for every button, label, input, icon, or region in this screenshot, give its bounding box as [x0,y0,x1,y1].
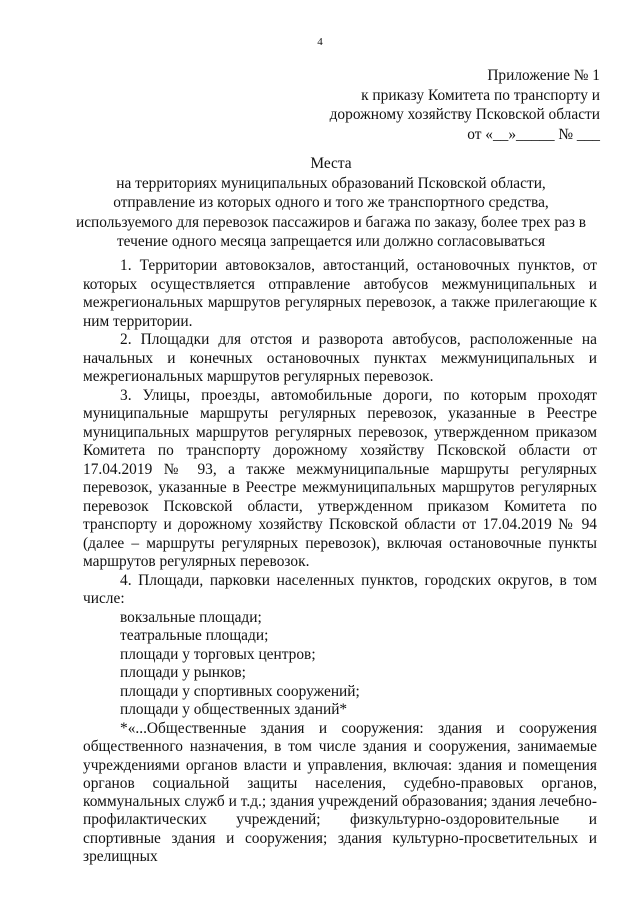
document-title [60,154,602,252]
appendix-date-line: от «__»_____ № ___ [467,125,600,143]
list-item: площади у спортивных сооружений; [120,682,360,700]
title-line: отправление из которых одного и того же транспортного средства, [113,194,549,211]
paragraph-4: 4. Площади, парковки населенных пунктов, городских округов, в том числе: [83,571,597,607]
appendix-header [330,66,600,144]
list-item: площади у рынков; [120,664,246,681]
list-item: площади у общественных зданий* [120,701,348,718]
appendix-line: к приказу Комитета по транспорту и [361,86,600,104]
document-body [83,257,597,720]
list-item: площади у торговых центров; [120,645,316,663]
paragraph-1: 1. Территории автовокзалов, автостанций, остановочных пунктов, от которых осуществляется отправление автобусов межмуниципальных и межрегиональных маршрутов регулярных перевозок, а также прилегающие к ним территории. [83,257,597,330]
appendix-line: дорожному хозяйству Псковской области [329,106,600,123]
title-line: течение одного месяца запрещается или должно согласовываться [116,233,546,250]
list-item: театральные площади; [120,627,269,644]
list-item: вокзальные площади; [120,608,262,626]
page-number: 4 [317,36,323,48]
title-line: на территориях муниципальных образований Псковской области, [116,174,546,192]
paragraph-2: 2. Площадки для отстоя и разворота автобусов, расположенные на начальных и конечных остановочных пунктах межмуниципальных и межрегиональных маршрутов регулярных перевозок. [83,331,597,385]
appendix-title: Приложение № 1 [487,67,600,84]
title-heading: Места [310,155,352,172]
title-line: используемого для перевозок пассажиров и багажа по заказу, более трех раз в [75,213,587,231]
paragraph-3: 3. Улицы, проезды, автомобильные дороги, по которым проходят муниципальные маршруты регулярных перевозок, указанные в Реестре муниципальных маршрутов регулярных перевозок, утвержденном приказом Комитета по транспорту дорожному хозяйству Псковской области от 17.04.2019 № 93, а также межмуниципальные маршруты регулярных перевозок, указанные в Реестре межмуниципальных маршрутов регулярных перевозок Псковской области, утвержденном приказом Комитета по транспорту и дорожному хозяйству Псковской области от 17.04.2019 № 94 (далее – маршруты регулярных перевозок), включая остановочные пункты маршрутов регулярных перевозок. [83,386,597,570]
footnote: *«...Общественные здания и сооружения: здания и сооружения общественного назначения, в том числе здания и сооружения, занимаемые учреждениями органов власти и управления, включая: здания и помещения органов социальной защиты населения, судебно-правовых органов, коммунальных служб и т.д.; здания учреждений образования; здания лечебно-профилактических учреждений; физкультурно-оздоровительные и спортивные здания и сооружения; здания культурно-просветительных и зрелищных [83,720,597,866]
